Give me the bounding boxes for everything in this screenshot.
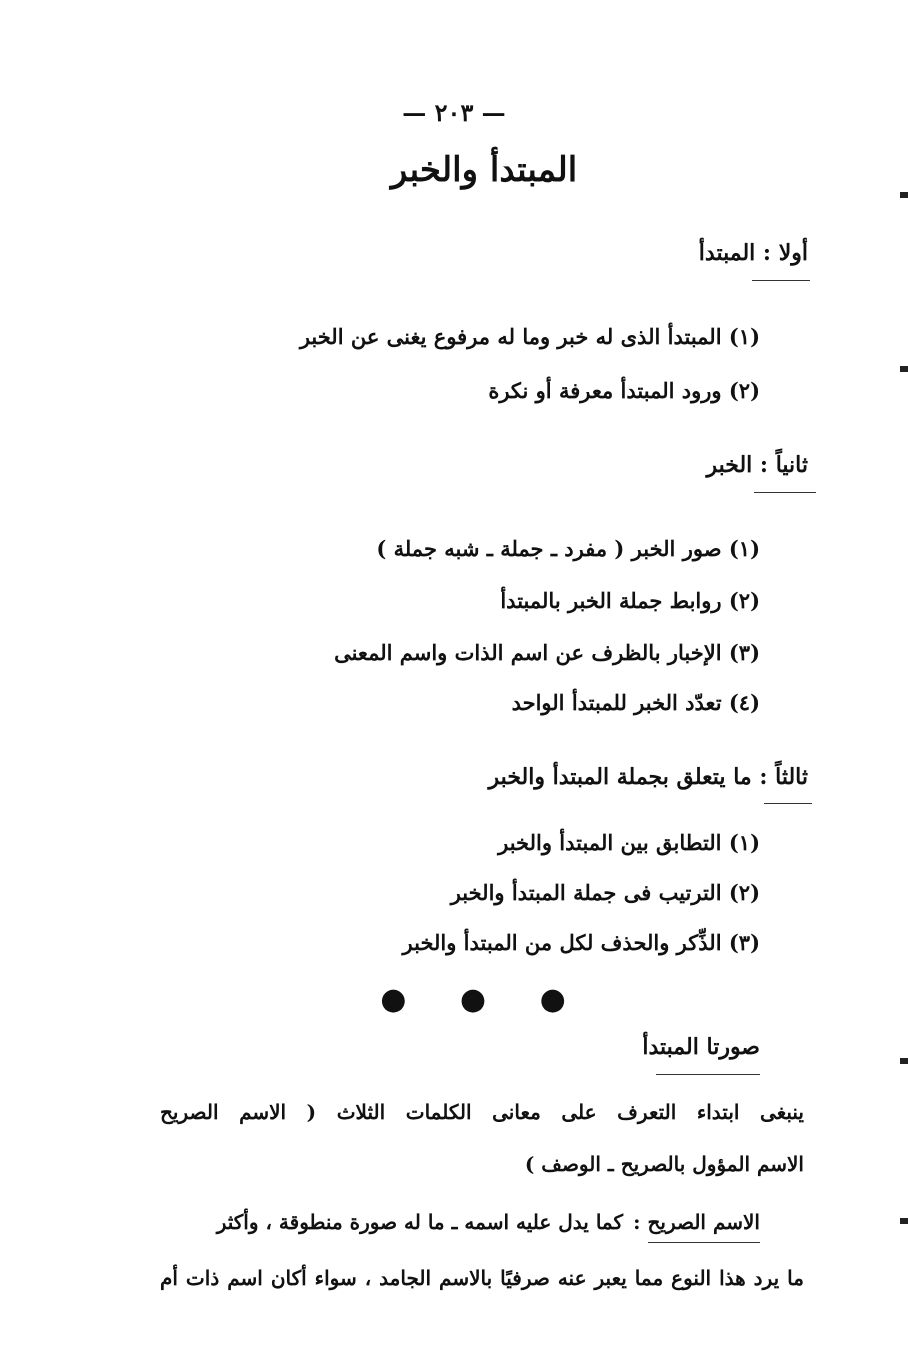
paragraph-line: ما يرد هذا النوع مما يعبر عنه صرفيًا بالاسم الجامد ، سواء أكان اسم ذات أم bbox=[160, 1266, 804, 1290]
list-item: (١) صور الخبر ( مفرد ـ جملة ـ شبه جملة ) bbox=[376, 536, 760, 561]
list-item: (١) التطابق بين المبتدأ والخبر bbox=[498, 830, 760, 855]
paragraph-line: كما يدل عليه اسمه ـ ما له صورة منطوقة ، وأكثر bbox=[216, 1210, 623, 1234]
section-heading-mubtada: أولا : المبتدأ bbox=[698, 240, 808, 266]
list-item: (٤) تعدّد الخبر للمبتدأ الواحد bbox=[511, 690, 760, 715]
list-item: (٢) ورود المبتدأ معرفة أو نكرة bbox=[488, 378, 760, 403]
edge-mark bbox=[900, 366, 908, 372]
paragraph-line: الاسم المؤول بالصريح ـ الوصف ) bbox=[524, 1152, 804, 1176]
list-item: (١) المبتدأ الذى له خبر وما له مرفوع يغنى عن الخبر bbox=[299, 324, 760, 349]
page-number: — ٢٠٣ — bbox=[402, 98, 506, 127]
paragraph-line: ينبغى ابتداء التعرف على معانى الكلمات الثلاث ( الاسم الصريح bbox=[160, 1100, 804, 1124]
edge-mark bbox=[900, 1058, 908, 1064]
section-heading-related: ثالثاً : ما يتعلق بجملة المبتدأ والخبر bbox=[488, 764, 808, 790]
list-item: (٢) الترتيب فى جملة المبتدأ والخبر bbox=[450, 880, 760, 905]
subheading: صورتا المبتدأ bbox=[642, 1034, 760, 1060]
paragraph-lead-term: الاسم الصريح : bbox=[633, 1210, 760, 1234]
lead-term-underline bbox=[648, 1242, 760, 1243]
subheading-underline bbox=[656, 1074, 760, 1075]
section-separator: ● ● ● bbox=[380, 982, 588, 1017]
page-title: المبتدأ والخبر bbox=[390, 150, 578, 190]
heading-underline bbox=[764, 803, 812, 804]
heading-underline bbox=[752, 280, 810, 281]
section-heading-khabar: ثانياً : الخبر bbox=[706, 452, 808, 478]
list-item: (٢) روابط جملة الخبر بالمبتدأ bbox=[500, 588, 760, 613]
heading-underline bbox=[754, 492, 816, 493]
edge-mark bbox=[900, 1218, 908, 1224]
list-item: (٣) الذِّكر والحذف لكل من المبتدأ والخبر bbox=[402, 930, 760, 955]
list-item: (٣) الإخبار بالظرف عن اسم الذات واسم المعنى bbox=[334, 640, 760, 665]
edge-mark bbox=[900, 192, 908, 198]
